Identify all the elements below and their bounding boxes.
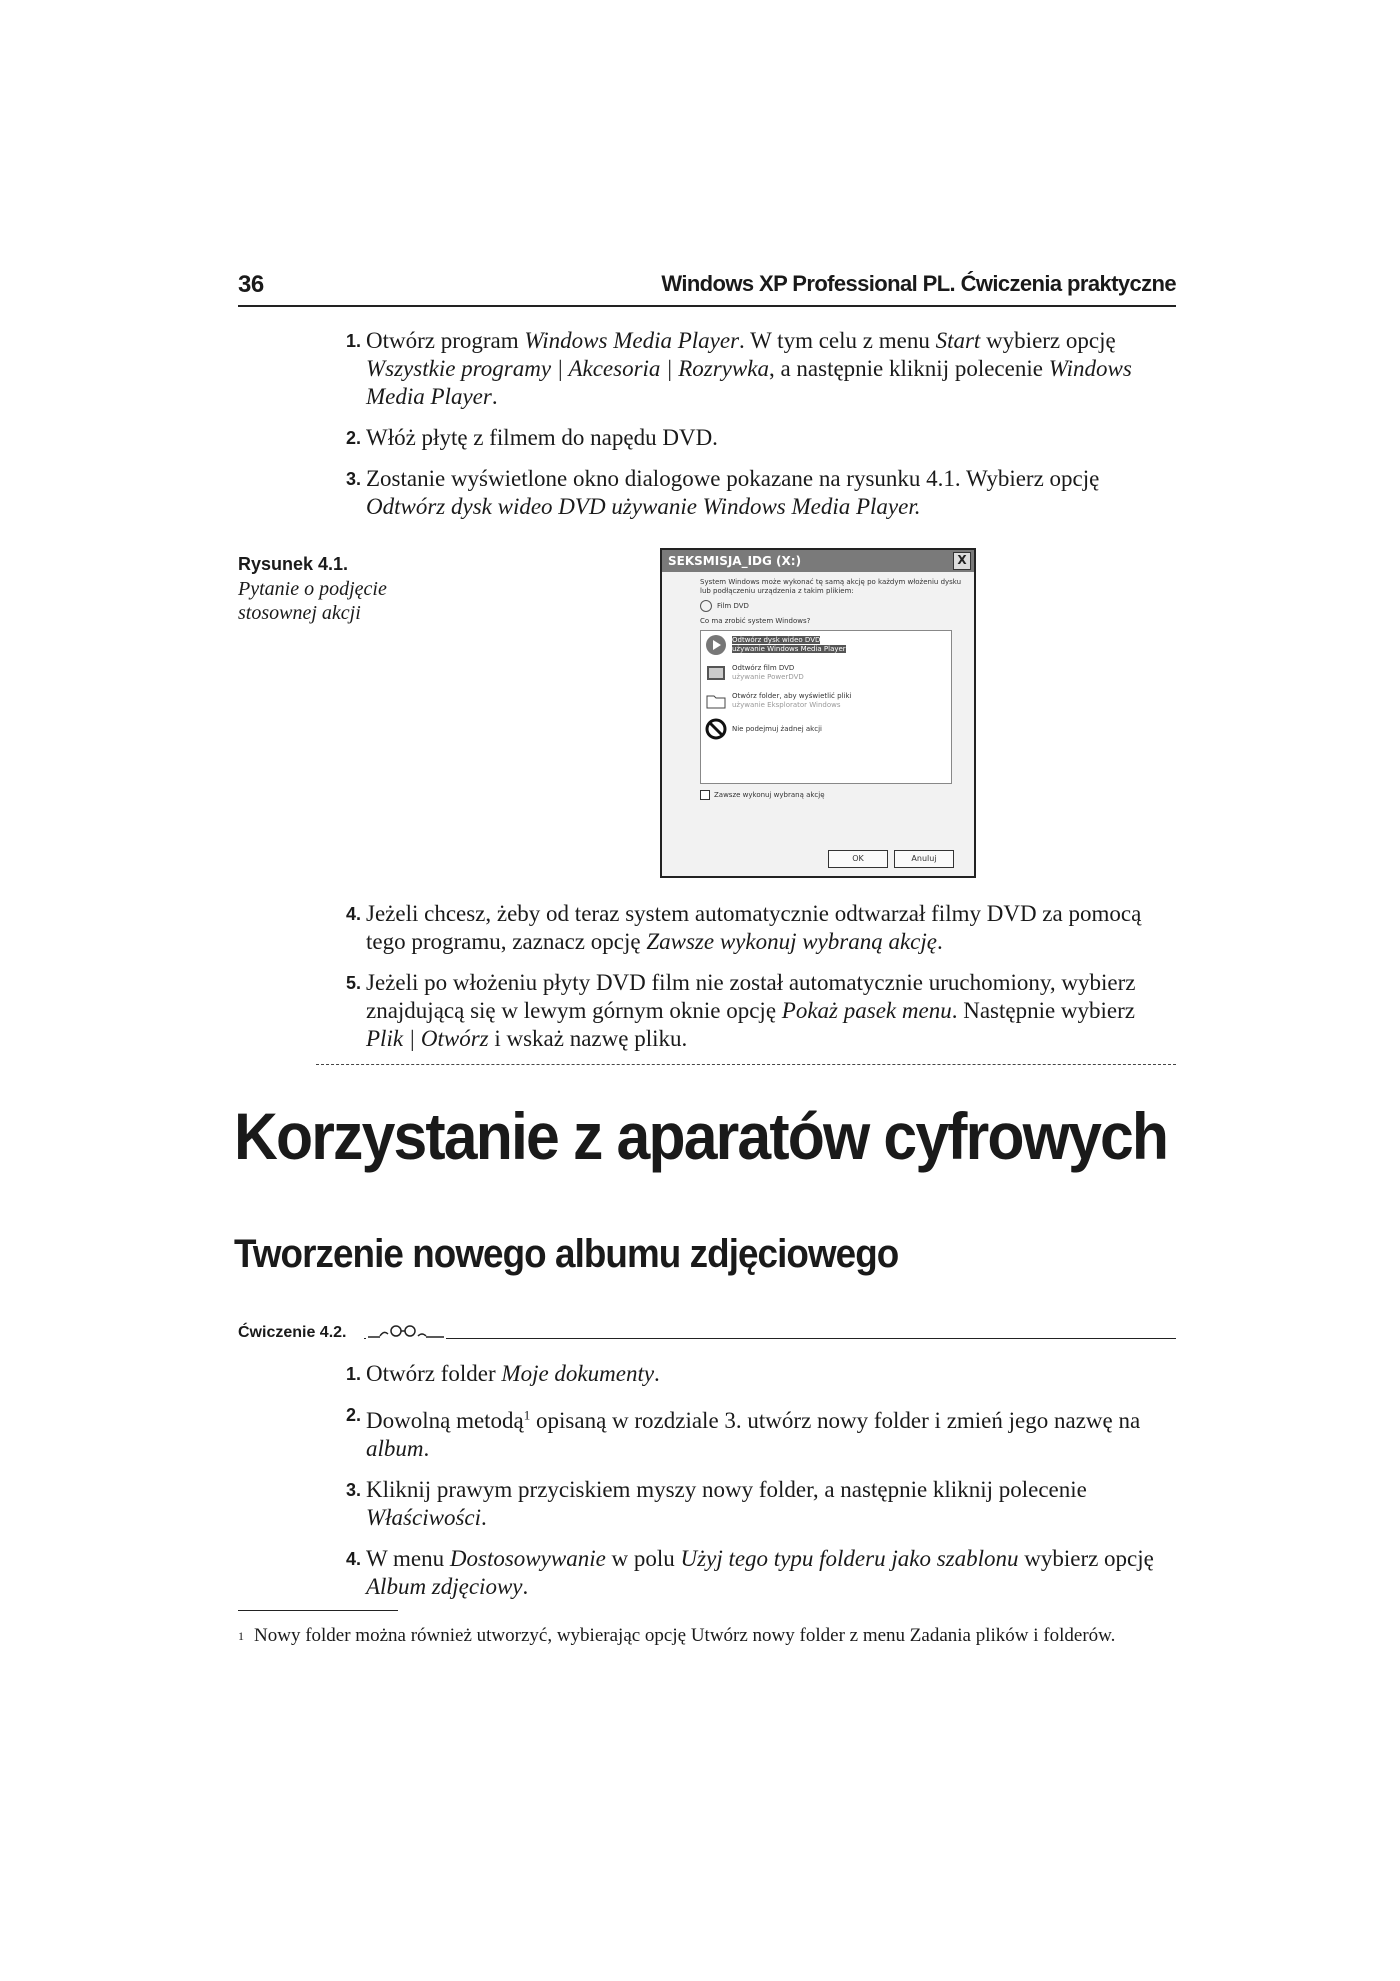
- text-run: Pokaż pasek menu: [781, 998, 952, 1023]
- action-option-label: [732, 664, 804, 682]
- text-run: Wszystkie programy | Akcesoria | Rozrywka: [366, 356, 769, 381]
- page-header: [238, 271, 1176, 307]
- action-option-title: Odtwórz dysk wideo DVD: [732, 636, 821, 644]
- text-run: Jeżeli po włożeniu płyty DVD film nie został automatycznie uruchomiony, wybierz znajdującą się w lewym górnym oknie opcję: [366, 970, 1136, 1023]
- step-item: [346, 969, 1176, 1053]
- text-run: .: [481, 1504, 487, 1530]
- step-text: [366, 970, 1135, 1051]
- text-run: wybierz opcję: [980, 328, 1116, 353]
- action-option-label: [732, 636, 846, 654]
- text-run: Otwórz program: [366, 328, 525, 353]
- action-option-label: [732, 692, 851, 710]
- step-text: [366, 425, 718, 450]
- text-run: . W tym celu z menu: [739, 328, 936, 353]
- step-number: 2.: [346, 428, 362, 448]
- text-run: Plik | Otwórz: [366, 1026, 489, 1051]
- media-player-icon: [705, 634, 727, 656]
- step-item: [346, 900, 1176, 956]
- text-run: Moje dokumenty: [501, 1361, 655, 1386]
- running-title: Windows XP Professional PL. Ćwiczenia praktyczne: [661, 271, 1176, 296]
- steps-list-mid: [346, 900, 1176, 1066]
- step-item: [346, 465, 1176, 521]
- action-option-title: Nie podejmuj żadnej akcji: [732, 724, 822, 733]
- ok-button[interactable]: OK: [828, 850, 888, 868]
- step-item: [346, 1360, 1176, 1388]
- step-text: [366, 466, 1099, 519]
- action-option[interactable]: [701, 659, 951, 687]
- step-item: [346, 1476, 1176, 1532]
- exercise-label: Ćwiczenie 4.2.: [238, 1324, 347, 1341]
- step-text: [366, 1361, 660, 1386]
- text-run: Właściwości: [366, 1504, 481, 1530]
- action-option-title: Otwórz folder, aby wyświetlić pliki: [732, 692, 852, 700]
- text-run: Kliknij prawym przyciskiem myszy nowy folder, a następnie kliknij polecenie: [366, 1476, 1087, 1502]
- action-option[interactable]: [701, 631, 951, 659]
- autoplay-dialog: [660, 548, 976, 878]
- footnote-rule: [238, 1610, 398, 1611]
- action-option-title: Odtwórz film DVD: [732, 664, 795, 672]
- step-text: [366, 328, 1132, 409]
- text-run: Zostanie wyświetlone okno dialogowe pokazane na rysunku 4.1. Wybierz opcję: [366, 466, 1100, 491]
- step-number: 1.: [346, 331, 362, 351]
- text-run: album: [366, 1435, 424, 1461]
- text-run: .: [522, 1573, 529, 1599]
- powerdvd-icon: [705, 662, 727, 684]
- text-run: Album zdjęciowy: [366, 1573, 523, 1599]
- text-run: wybierz opcję: [1018, 1545, 1154, 1571]
- dialog-question: Co ma zrobić system Windows?: [700, 617, 811, 625]
- figure-label: Rysunek 4.1.: [238, 554, 349, 574]
- text-run: Windows Media Player: [524, 328, 740, 353]
- text-run: , a następnie kliknij polecenie: [768, 356, 1049, 381]
- subsection-heading: Tworzenie nowego albumu zdjęciowego: [234, 1232, 899, 1276]
- text-run: .: [491, 384, 498, 409]
- exercise-header: [238, 1324, 1176, 1348]
- folder-icon: [705, 690, 727, 712]
- action-option-subtitle: używanie PowerDVD: [732, 673, 804, 681]
- action-option-subtitle: używanie Eksplorator Windows: [732, 701, 841, 709]
- step-text: [366, 901, 1141, 954]
- step-text: [366, 1408, 1140, 1461]
- steps-list-bottom: [346, 1360, 1176, 1614]
- step-number: 3.: [346, 1479, 362, 1500]
- dialog-title: SEKSMISJA_IDG (X:): [668, 554, 802, 568]
- step-number: 2.: [346, 1405, 362, 1425]
- action-list[interactable]: [700, 630, 952, 784]
- step-item: [346, 1545, 1176, 1601]
- exercise-rule: [364, 1338, 1176, 1339]
- step-text: [366, 1546, 1154, 1599]
- action-option[interactable]: [701, 715, 951, 743]
- step-number: 1.: [346, 1364, 362, 1384]
- footnote-reference: 1: [523, 1407, 531, 1422]
- text-run: Włóż płytę z filmem do napędu DVD.: [366, 425, 718, 450]
- footnote-marker: 1: [238, 1629, 244, 1643]
- text-run: W menu: [366, 1545, 450, 1571]
- always-do-checkbox[interactable]: [700, 790, 710, 800]
- text-run: . Następnie wybierz: [951, 998, 1135, 1023]
- text-run: Dostosowywanie: [449, 1545, 606, 1571]
- step-number: 3.: [346, 469, 362, 489]
- text-run: Odtwórz dysk wideo DVD używanie Windows Media Player.: [366, 494, 921, 519]
- page-number: 36: [238, 271, 264, 298]
- dialog-message: System Windows może wykonać tę samą akcję po każdym włożeniu dysku lub podłączeniu urządzenia z takim plikiem:: [700, 578, 962, 595]
- text-run: opisaną w rozdziale 3. utwórz nowy folder i zmień jego nazwę na: [530, 1407, 1141, 1433]
- text-run: Windows Media Player: [366, 356, 1132, 409]
- section-divider: [316, 1064, 1176, 1065]
- step-number: 4.: [346, 1548, 362, 1569]
- text-run: .: [936, 929, 943, 954]
- step-number: 4.: [346, 904, 362, 924]
- steps-list-top: [346, 327, 1176, 534]
- text-run: Użyj tego typu folderu jako szablonu: [680, 1545, 1019, 1571]
- footnote: [238, 1624, 1138, 1654]
- text-run: w polu: [605, 1545, 681, 1571]
- text-run: Start: [935, 328, 981, 353]
- step-item: [346, 327, 1176, 411]
- text-run: .: [654, 1361, 660, 1386]
- dvd-disc-icon: [700, 600, 712, 612]
- always-do-label: Zawsze wykonuj wybraną akcję: [714, 790, 825, 799]
- media-type-label: Film DVD: [717, 601, 749, 610]
- footnote-text: Nowy folder można również utworzyć, wybierając opcję Utwórz nowy folder z menu Zadania plików i folderów.: [254, 1625, 1116, 1646]
- action-option[interactable]: [701, 687, 951, 715]
- close-icon[interactable]: X: [953, 552, 971, 570]
- step-item: [346, 424, 1176, 452]
- text-run: Zawsze wykonuj wybraną akcję: [646, 929, 937, 954]
- action-option-label: [732, 725, 822, 734]
- dialog-titlebar: [662, 550, 974, 572]
- step-number: 5.: [346, 973, 362, 993]
- section-heading: Korzystanie z aparatów cyfrowych: [234, 1099, 1168, 1173]
- figure-caption: [238, 554, 418, 625]
- text-run: .: [423, 1435, 430, 1461]
- text-run: i wskaż nazwę pliku.: [488, 1026, 688, 1051]
- text-run: Dowolną metodą: [366, 1407, 524, 1433]
- no-action-icon: [705, 718, 727, 740]
- step-item: [346, 1401, 1176, 1463]
- text-run: Otwórz folder: [366, 1361, 502, 1386]
- figure-description: Pytanie o podjęcie stosownej akcji: [238, 578, 387, 624]
- text-run: Jeżeli chcesz, żeby od teraz system automatycznie odtwarzał filmy DVD za pomocą tego programu, zaznacz opcję: [366, 901, 1142, 954]
- step-text: [366, 1477, 1087, 1530]
- glasses-icon: [366, 1322, 446, 1340]
- cancel-button[interactable]: Anuluj: [894, 850, 954, 868]
- action-option-subtitle: używanie Windows Media Player: [732, 645, 846, 653]
- always-do-checkbox-row[interactable]: [700, 790, 966, 800]
